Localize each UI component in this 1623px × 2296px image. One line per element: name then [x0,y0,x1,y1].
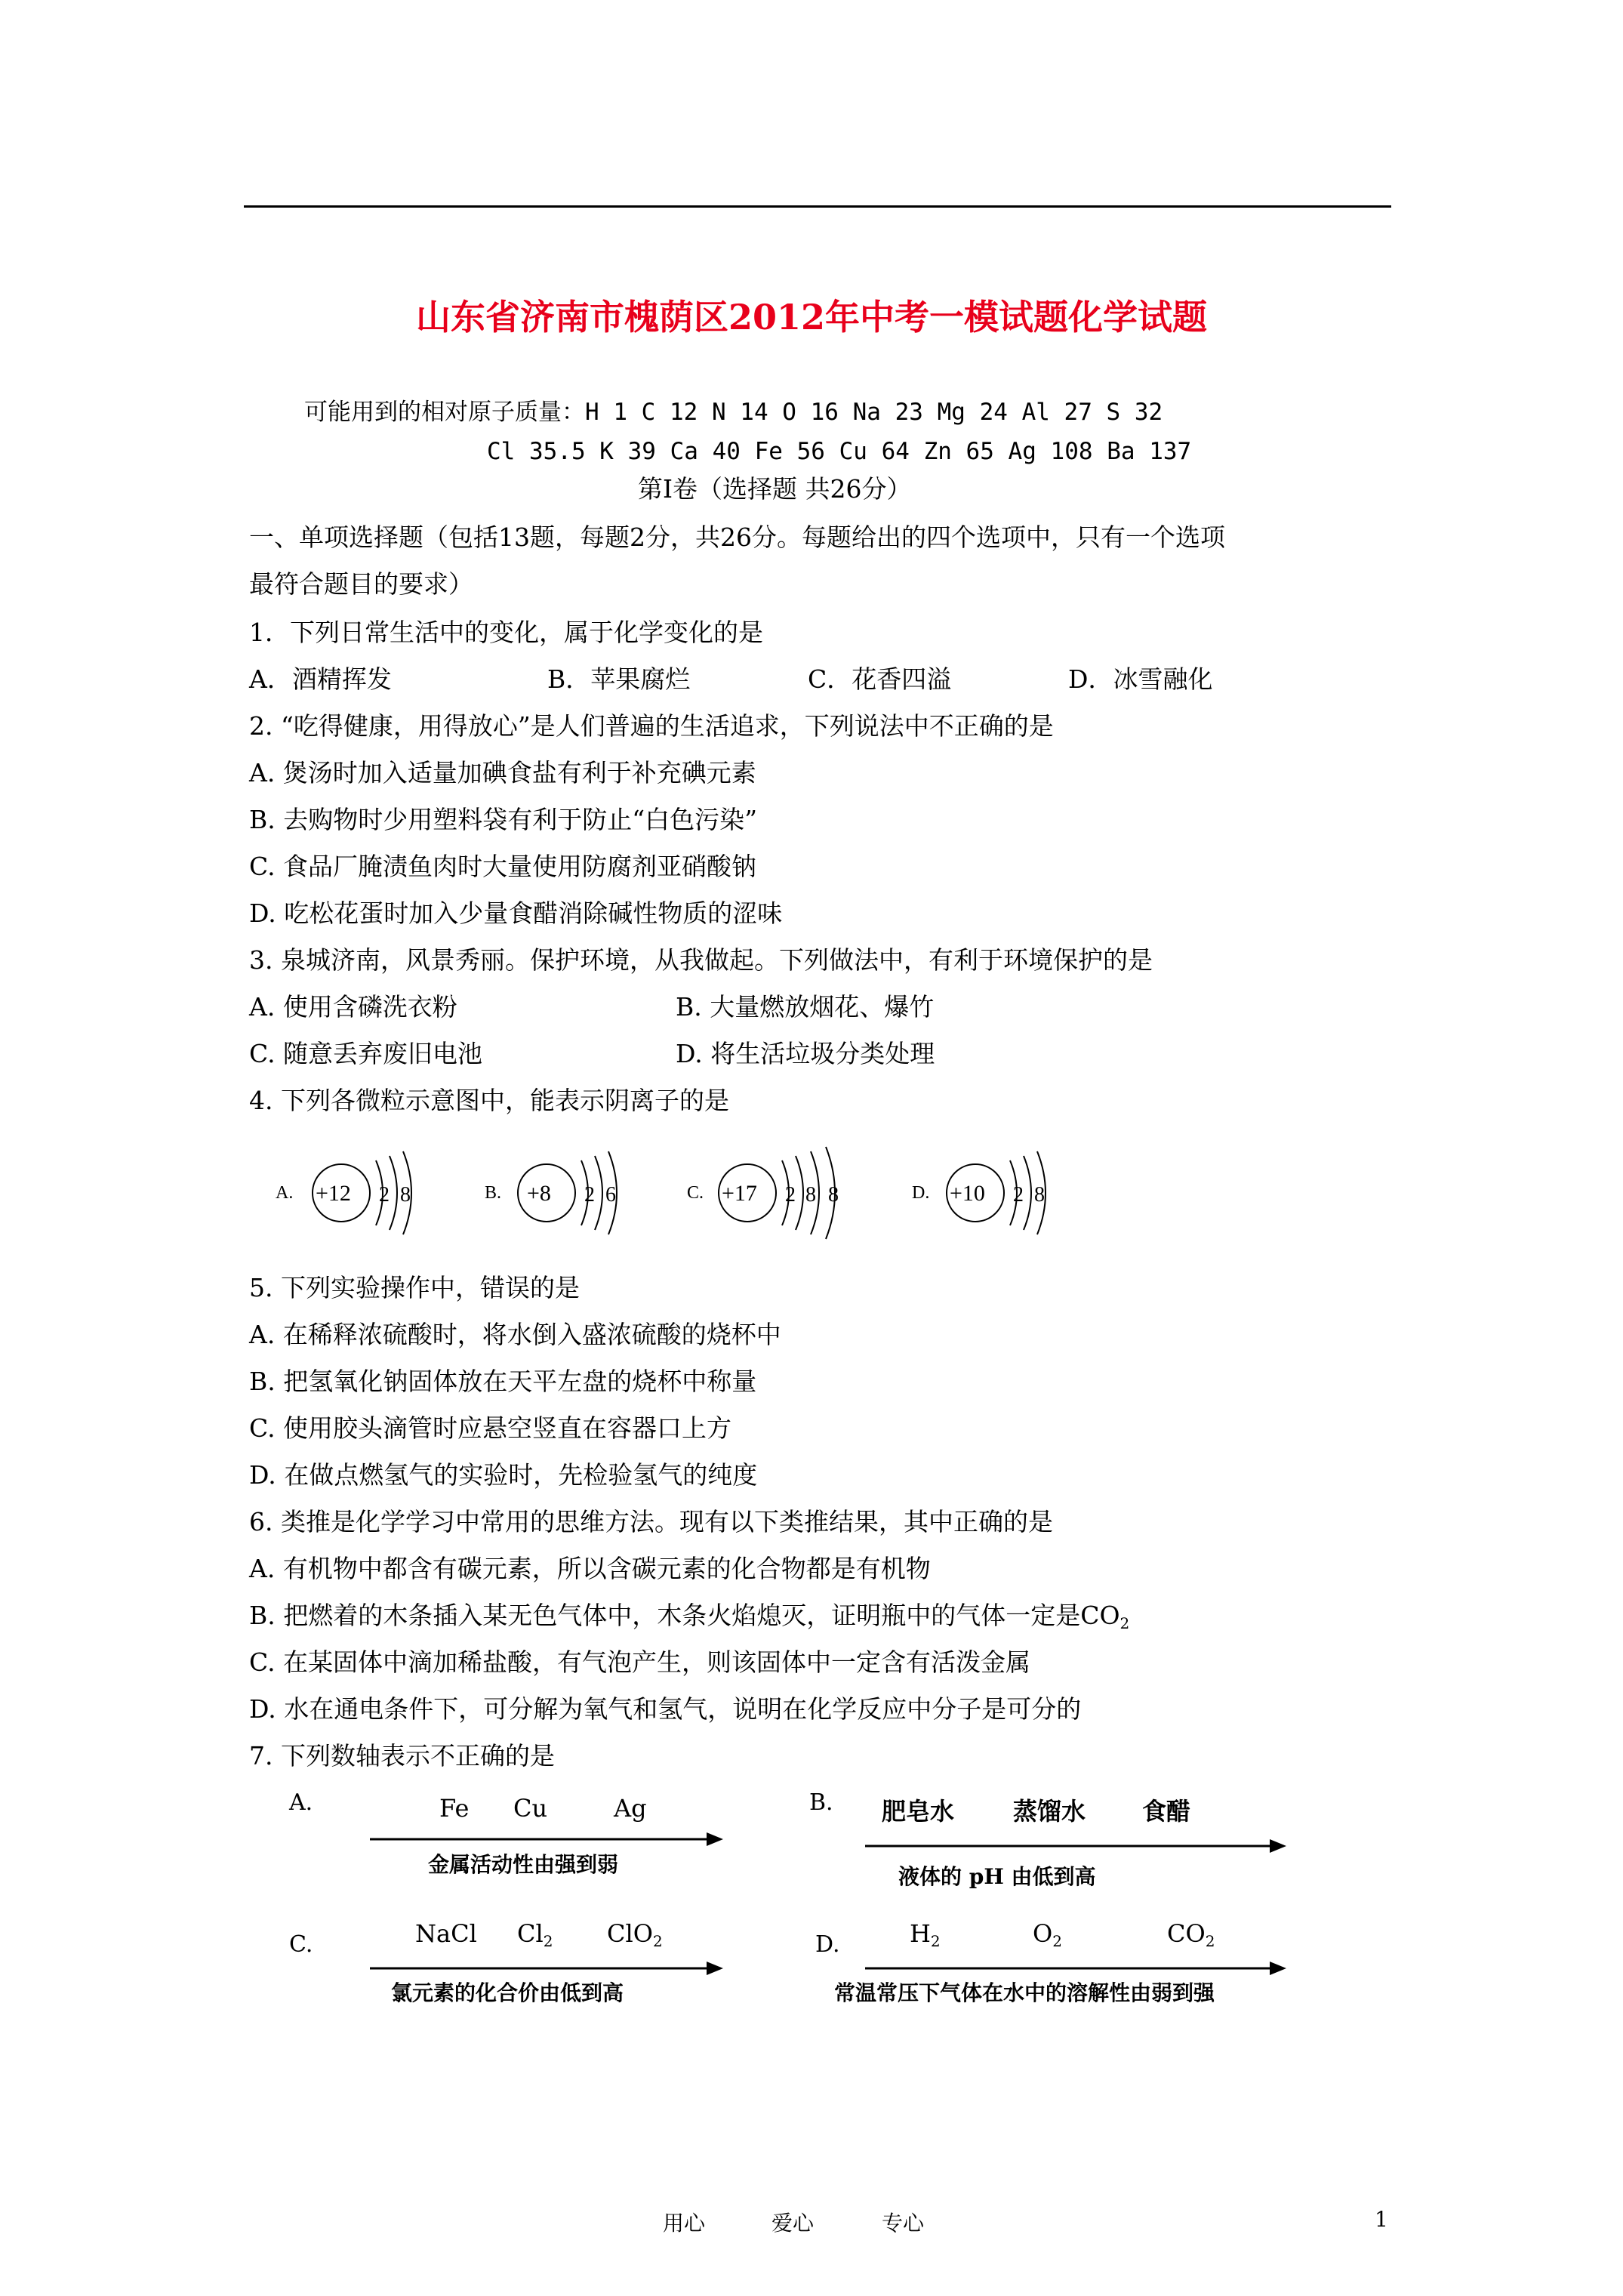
diagram-c-nucleus: +17 [722,1181,757,1206]
diagram-c-shell-2: 8 [805,1183,816,1207]
footer-left: 用心 [663,2211,706,2236]
q7-stem: 7. 下列数轴表示不正确的是 [249,1741,555,1771]
q7-d-item-2-subscript: 2 [1052,1932,1062,1950]
q1-option-d: D．冰雪融化 [1068,664,1213,694]
q7-b-item-1: 肥皂水 [882,1797,955,1826]
q6-option-b-formula: CO [1080,1601,1120,1630]
q6-option-d: D. 水在通电条件下，可分解为氧气和氢气，说明在化学反应中分子是可分的 [249,1694,1082,1724]
instructions-line-2: 最符合题目的要求） [249,569,473,599]
q7-b-label: B. [809,1789,833,1816]
q7-c-item-1: NaCl [415,1919,477,1948]
footer-middle: 爱心 [771,2211,815,2236]
q7-a-item-1: Fe [439,1794,470,1823]
atomic-mass-line-2: Cl 35.5 K 39 Ca 40 Fe 56 Cu 64 Zn 65 Ag 108 Ba 137 [487,438,1192,465]
diagram-b-nucleus: +8 [527,1181,551,1206]
q2-stem: 2. “吃得健康，用得放心”是人们普遍的生活追求，下列说法中不正确的是 [249,711,1054,741]
q7-c-item-2-formula: Cl [517,1919,544,1948]
q7-c-label: C. [289,1931,313,1958]
q7-d-label: D. [815,1931,840,1958]
q7-a-item-2: Cu [513,1794,548,1823]
q5-stem: 5. 下列实验操作中，错误的是 [249,1273,580,1302]
q1-option-c: C．花香四溢 [808,664,952,694]
diagram-d-label: D. [912,1183,930,1203]
diagram-d [912,1151,1046,1234]
q6-stem: 6. 类推是化学学习中常用的思维方法。现有以下类推结果，其中正确的是 [249,1507,1053,1536]
q7-d-item-1 [910,1919,941,1950]
q7-b-item-2: 蒸馏水 [1013,1797,1086,1826]
q7-d-item-3 [1167,1919,1215,1950]
q5-option-c: C. 使用胶头滴管时应悬空竖直在容器口上方 [249,1413,732,1443]
q7-b-axis-label: 液体的 pH 由低到高 [898,1864,1096,1889]
q7-c-axis-label: 氯元素的化合价由低到高 [391,1980,624,2005]
q7-a-label: A. [289,1789,313,1816]
q5-option-d: D. 在做点燃氢气的实验时，先检验氢气的纯度 [249,1460,758,1490]
diagram-c-shell-1: 2 [785,1183,796,1207]
q7-b-item-3: 食醋 [1142,1797,1191,1826]
diagram-d-nucleus: +10 [950,1181,985,1206]
q5-option-a: A. 在稀释浓硫酸时，将水倒入盛浓硫酸的烧杯中 [249,1320,781,1349]
q2-option-d: D. 吃松花蛋时加入少量食醋消除碱性物质的涩味 [249,898,783,928]
q1-option-a: A．酒精挥发 [249,664,392,694]
diagram-a-nucleus: +12 [316,1181,351,1206]
q3-option-c: C. 随意丢弃废旧电池 [249,1039,483,1068]
document-title: 山东省济南市槐荫区2012年中考一模试题化学试题 [415,297,1208,337]
diagram-a-label: A. [276,1183,294,1203]
diagram-a [276,1151,411,1234]
q5-option-b: B. 把氢氧化钠固体放在天平左盘的烧杯中称量 [249,1367,757,1396]
q7-a-item-3: Ag [614,1794,647,1823]
q7-d-item-1-subscript: 2 [930,1932,941,1950]
q4-stem: 4. 下列各微粒示意图中，能表示阴离子的是 [249,1086,729,1115]
diagram-c-shell-3: 8 [828,1183,839,1207]
q7-d-axis-label: 常温常压下气体在水中的溶解性由弱到强 [834,1980,1215,2005]
q6-option-a: A. 有机物中都含有碳元素，所以含碳元素的化合物都是有机物 [249,1554,931,1583]
q7-a-axis-label: 金属活动性由强到弱 [428,1852,619,1877]
footer-right: 专心 [882,2211,925,2236]
diagram-d-shell-2: 8 [1034,1183,1045,1207]
q1-option-b: B．苹果腐烂 [547,664,691,694]
q6-option-b [249,1599,1129,1640]
q7-c-item-3-subscript: 2 [652,1932,663,1950]
diagram-b-shell-1: 2 [584,1183,595,1207]
q7-c-axis-arrow [370,1959,725,1978]
q7-d-item-2-formula: O [1033,1919,1053,1948]
q3-option-b: B. 大量燃放烟花、爆竹 [676,992,935,1022]
q7-b-axis-arrow [865,1836,1288,1856]
diagram-c-label: C. [687,1183,704,1203]
q7-d-item-1-formula: H [910,1919,931,1948]
q6-option-b-subscript: 2 [1119,1614,1130,1632]
q2-option-a: A. 煲汤时加入适量加碘食盐有利于补充碘元素 [249,758,756,787]
q6-option-b-text: B. 把燃着的木条插入某无色气体中，木条火焰熄灭，证明瓶中的气体一定是 [249,1601,1081,1630]
q7-d-item-3-subscript: 2 [1205,1932,1215,1950]
q7-a-axis-arrow [370,1829,725,1849]
q6-option-c: C. 在某固体中滴加稀盐酸，有气泡产生，则该固体中一定含有活泼金属 [249,1647,1031,1677]
q2-option-b: B. 去购物时少用塑料袋有利于防止“白色污染” [249,805,757,834]
diagram-c [687,1147,839,1239]
q7-d-axis-arrow [865,1959,1288,1978]
q7-c-item-2-subscript: 2 [543,1932,553,1950]
atomic-mass-line-1: 可能用到的相对原子质量：H 1 C 12 N 14 O 16 Na 23 Mg 24 Al 27 S 32 [304,399,1163,426]
q3-stem: 3. 泉城济南，风景秀丽。保护环境，从我做起。下列做法中，有利于环境保护的是 [249,945,1153,975]
diagram-d-shell-1: 2 [1013,1183,1024,1207]
diagram-b-shell-2: 6 [605,1183,616,1207]
diagram-a-shell-1: 2 [379,1183,390,1207]
page-number: 1 [1375,2207,1388,2232]
q7-c-item-2 [517,1919,553,1950]
q2-option-c: C. 食品厂腌渍鱼肉时大量使用防腐剂亚硝酸钠 [249,852,757,881]
q3-option-a: A. 使用含磷洗衣粉 [249,992,457,1022]
header-rule [244,205,1391,208]
section-title: 第Ⅰ卷（选择题 共26分） [638,474,912,504]
q7-d-item-3-formula: CO [1167,1919,1206,1948]
instructions-line-1: 一、单项选择题（包括13题，每题2分，共26分。每题给出的四个选项中，只有一个选项 [249,522,1225,552]
diagram-a-shell-2: 8 [400,1183,411,1207]
diagram-b [485,1151,617,1234]
q7-c-item-3 [607,1919,663,1950]
q7-d-item-2 [1033,1919,1062,1950]
q1-stem: 1．下列日常生活中的变化，属于化学变化的是 [249,618,763,647]
atomic-structure-diagrams [257,1129,1102,1250]
diagram-b-label: B. [485,1183,502,1203]
q3-option-d: D. 将生活垃圾分类处理 [676,1039,935,1068]
q7-c-item-3-formula: ClO [607,1919,653,1948]
